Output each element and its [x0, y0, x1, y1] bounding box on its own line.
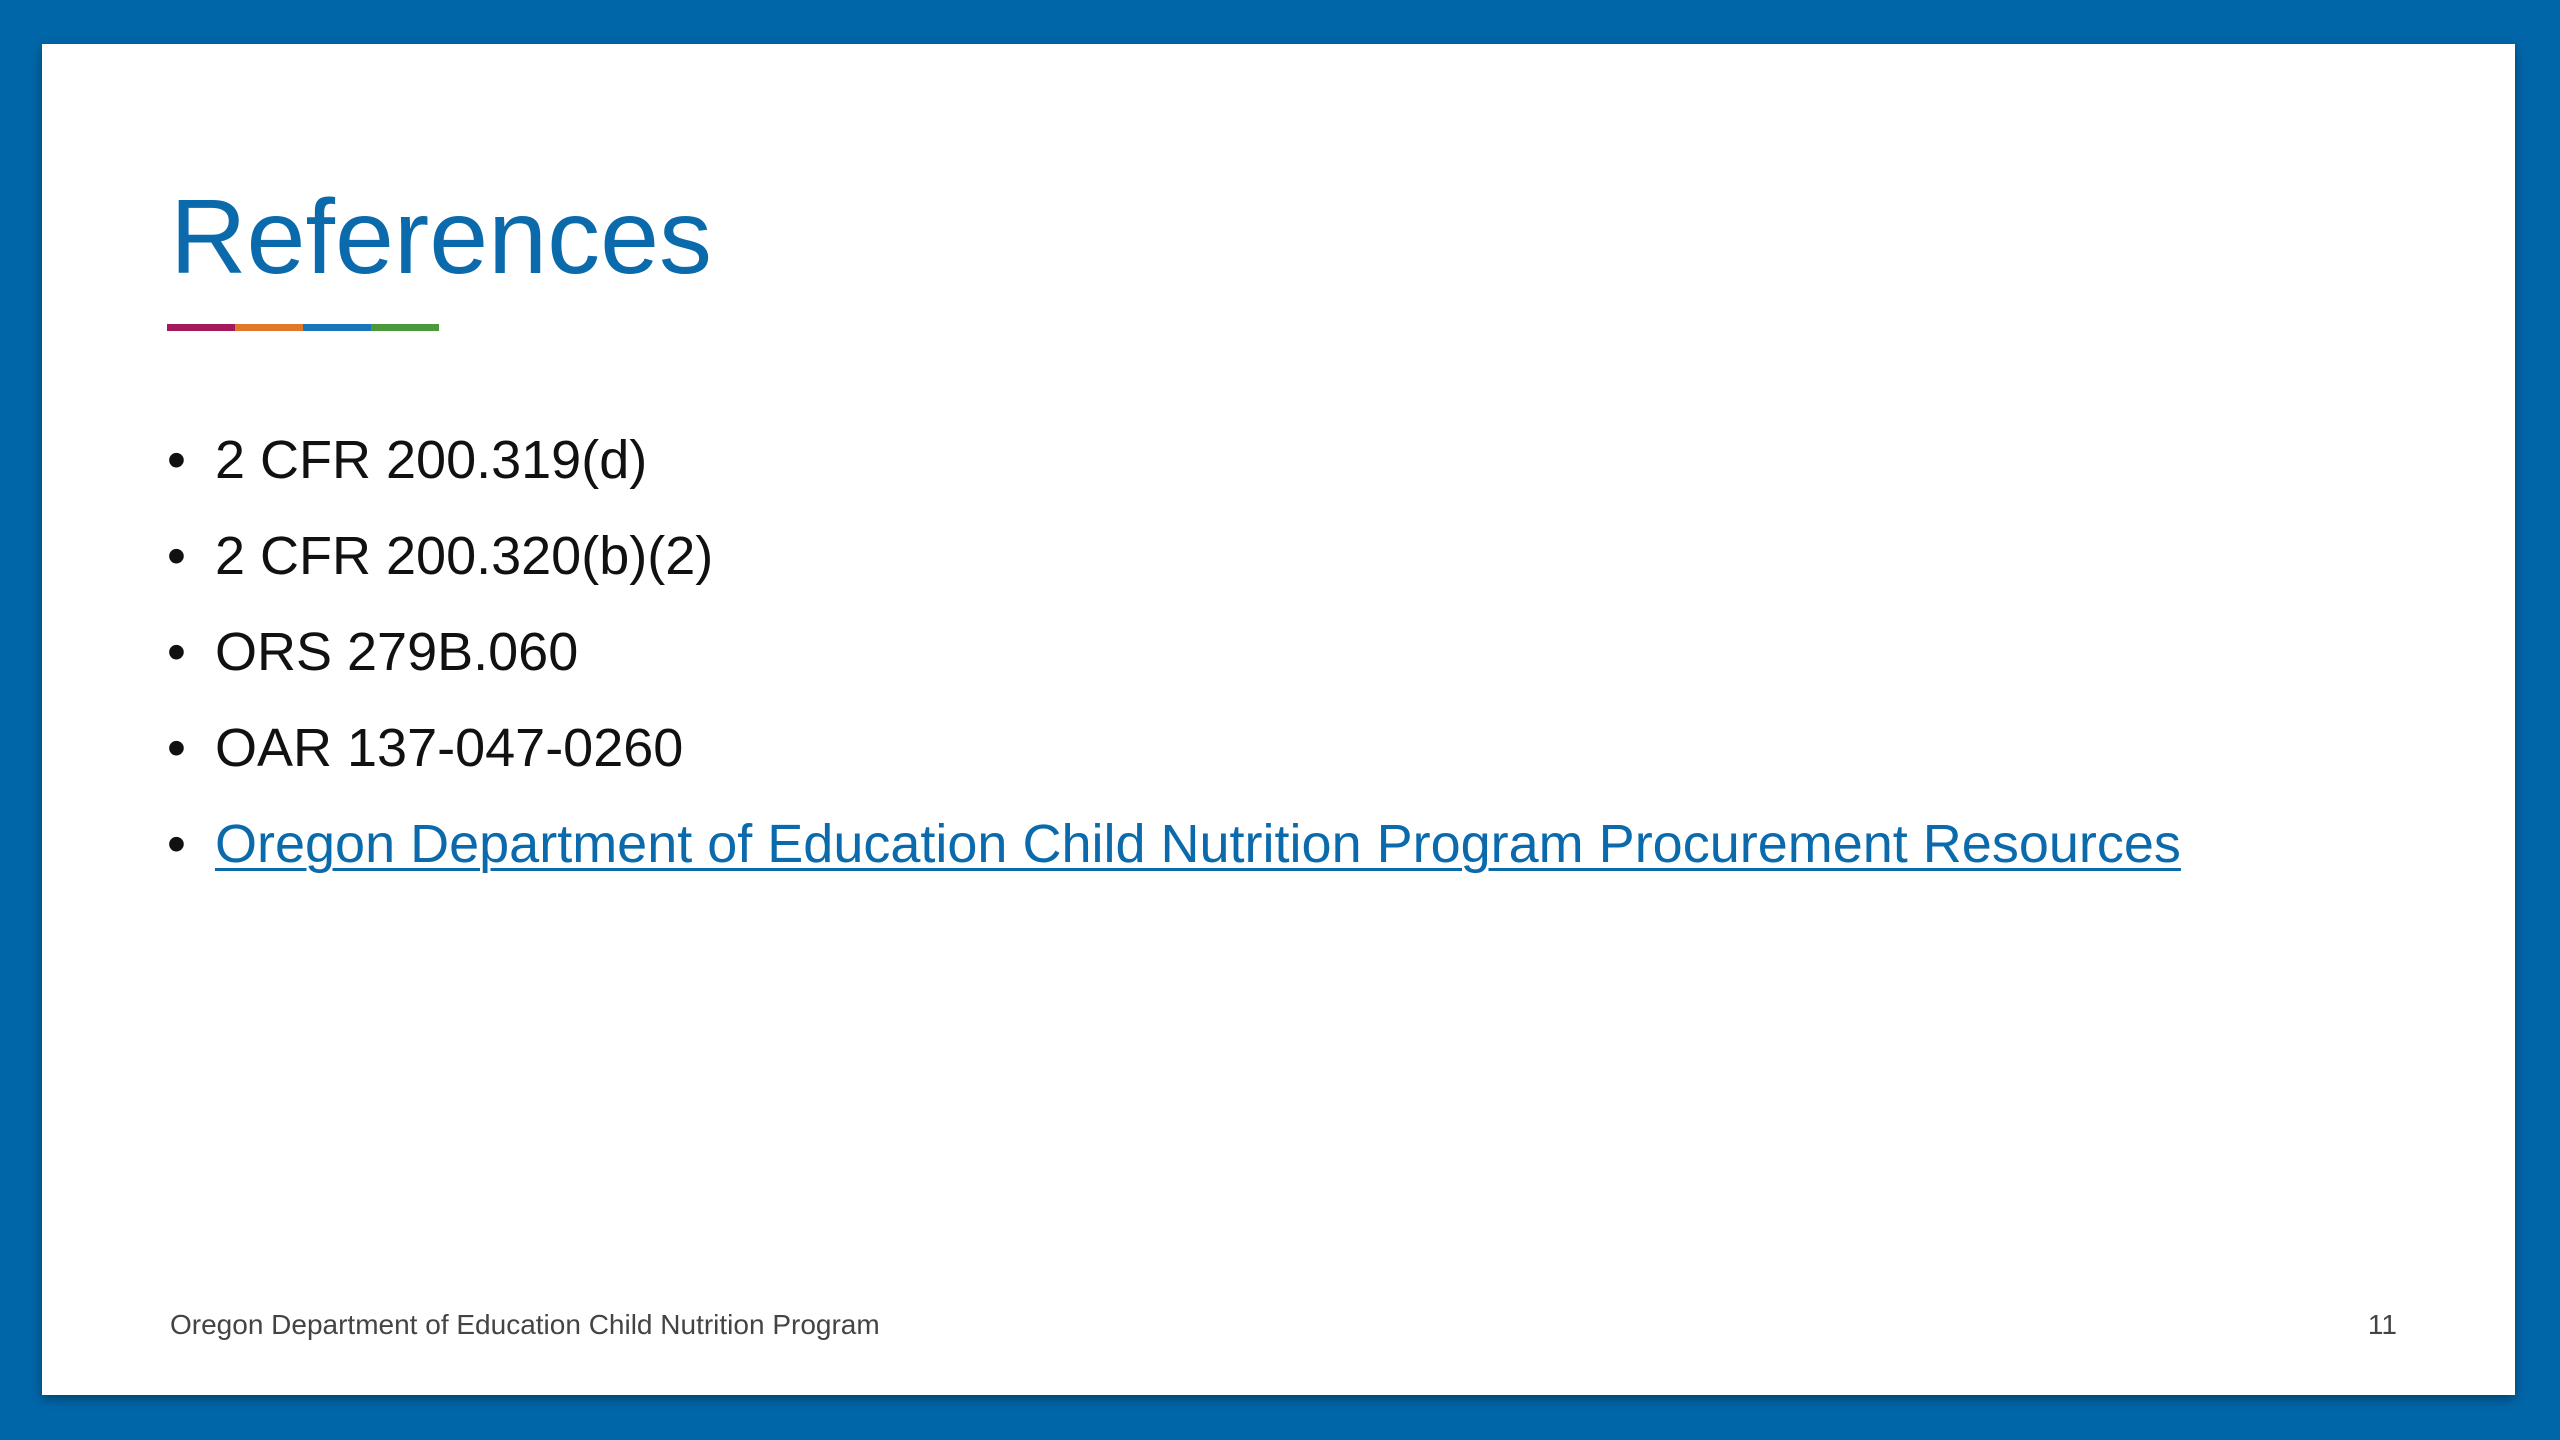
- slide: [42, 44, 2515, 1395]
- bullet-icon: •: [167, 430, 186, 490]
- accent-segment-orange: [235, 324, 303, 331]
- accent-segment-green: [371, 324, 439, 331]
- reference-text: 2 CFR 200.320(b)(2): [215, 526, 714, 586]
- reference-text: OAR 137-047-0260: [215, 718, 684, 778]
- accent-segment-blue: [303, 324, 371, 331]
- page-number: 11: [2367, 1309, 2397, 1340]
- title-accent-bar: [167, 324, 439, 331]
- bullet-icon: •: [167, 622, 186, 682]
- procurement-resources-link[interactable]: Oregon Department of Education Child Nutrition Program Procurement Resources: [215, 814, 2181, 874]
- bullet-icon: •: [167, 814, 186, 874]
- reference-text: ORS 279B.060: [215, 622, 579, 682]
- reference-text: 2 CFR 200.319(d): [215, 430, 648, 490]
- accent-segment-magenta: [167, 324, 235, 331]
- bullet-icon: •: [167, 718, 186, 778]
- bullet-icon: •: [167, 526, 186, 586]
- slide-footer: Oregon Department of Education Child Nutrition Program: [170, 1309, 880, 1340]
- slide-title: References: [170, 178, 713, 296]
